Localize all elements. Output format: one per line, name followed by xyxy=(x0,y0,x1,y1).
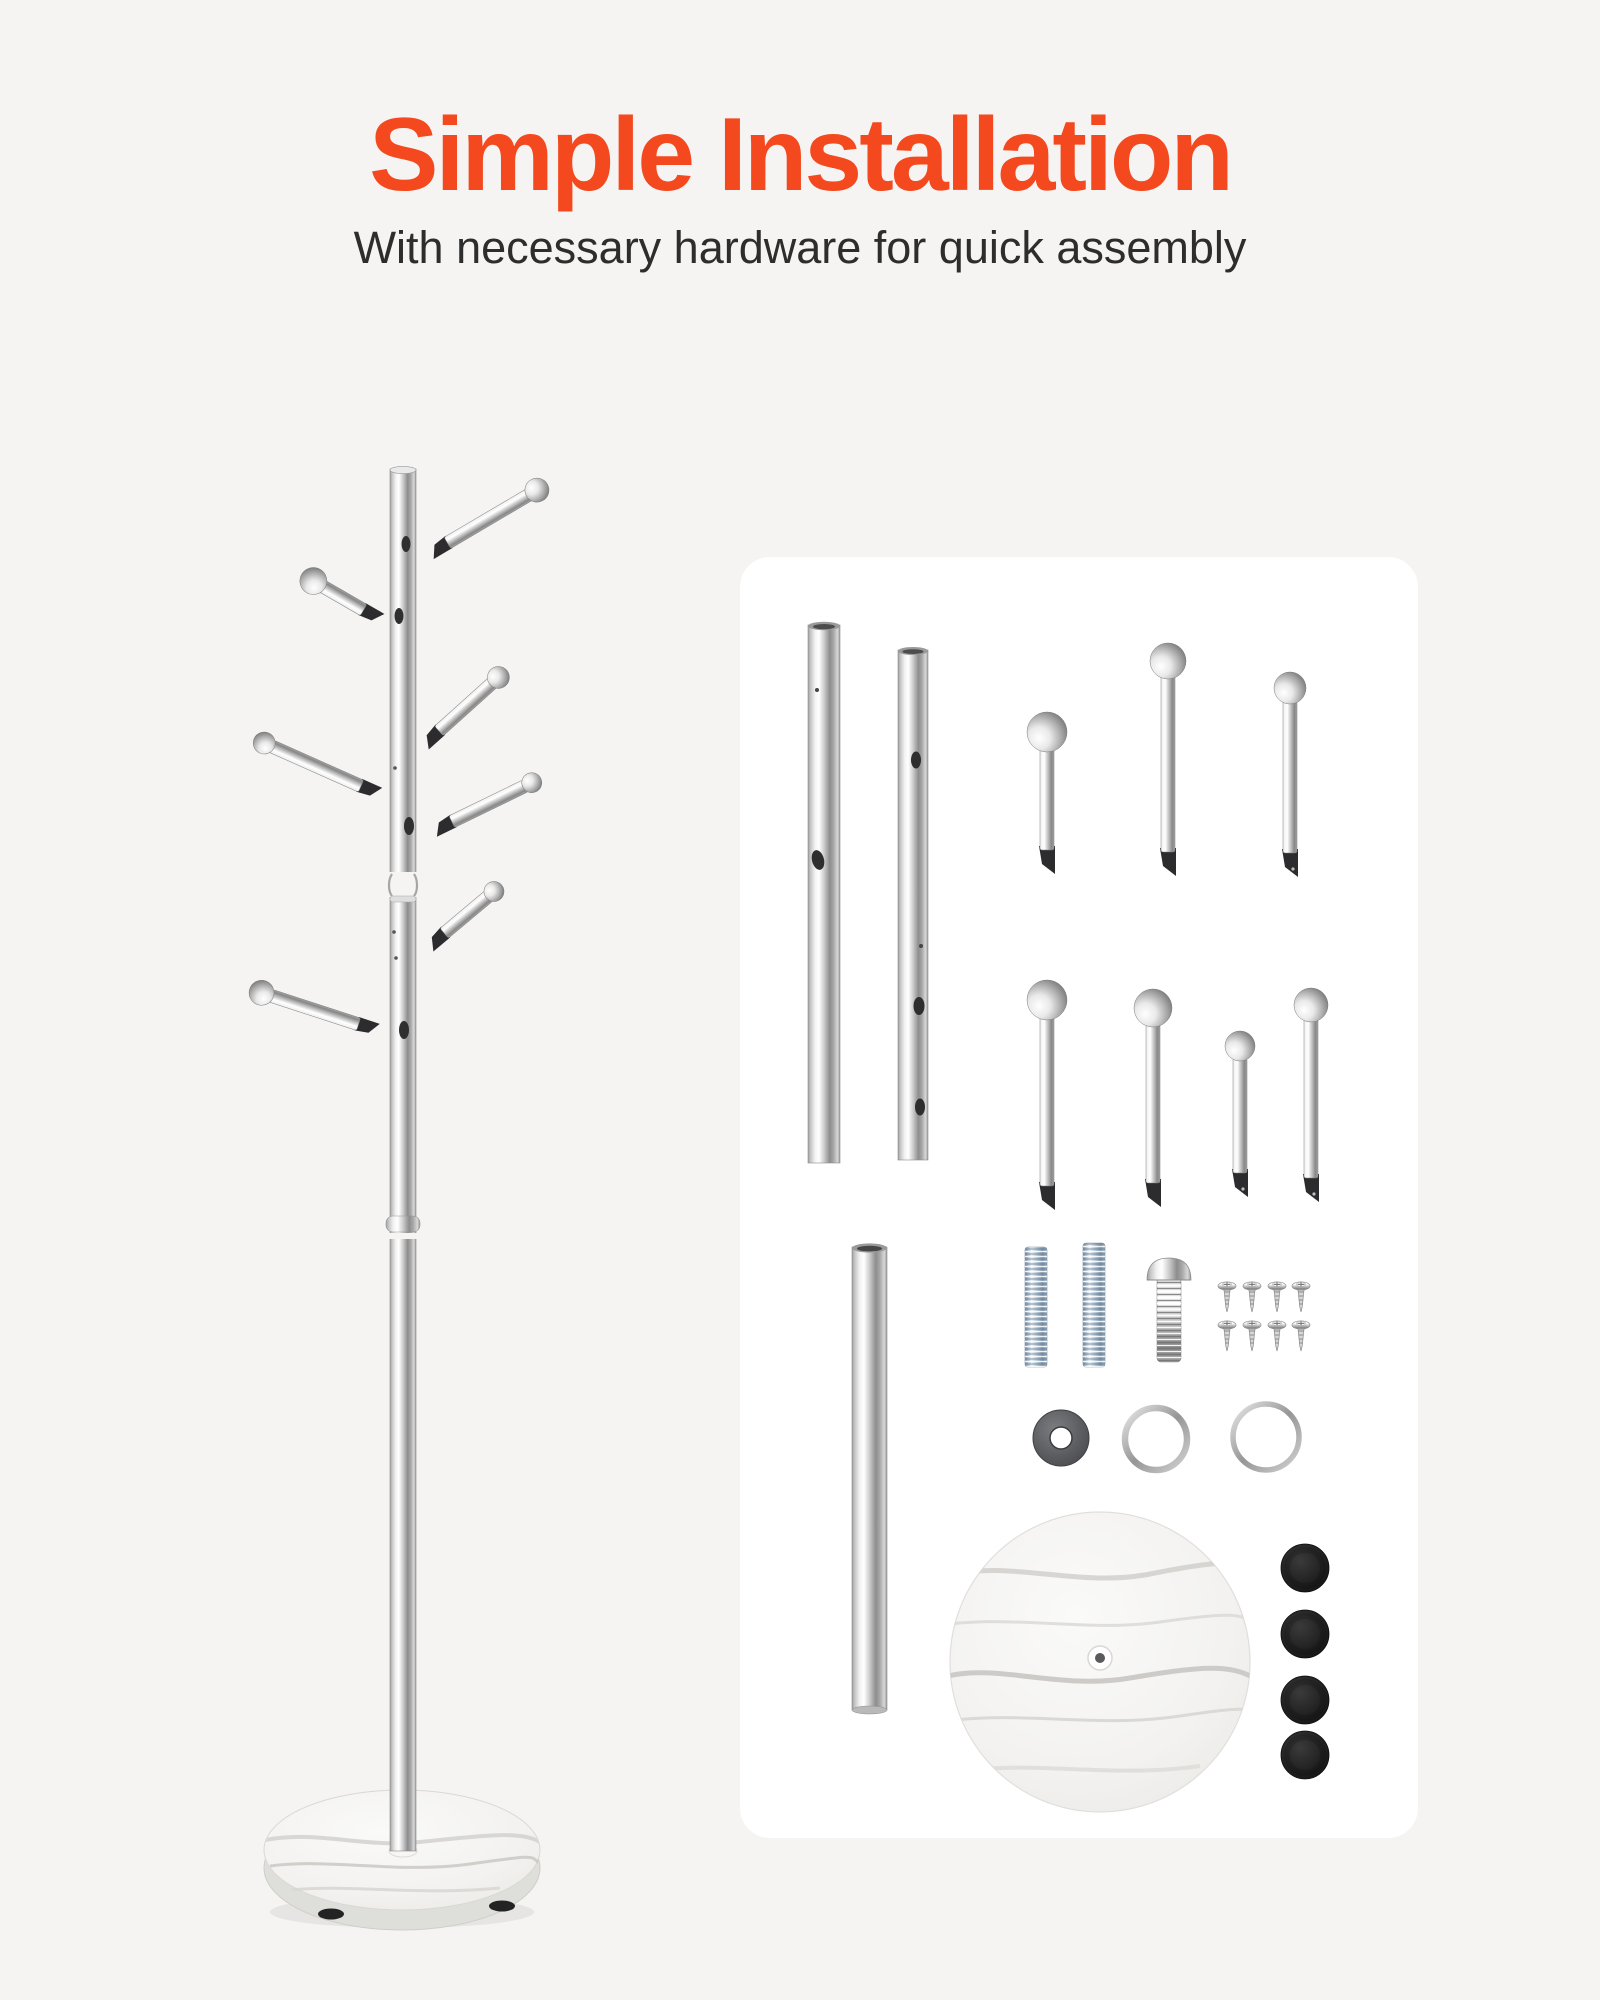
pole-hole xyxy=(404,817,414,835)
rack-pole xyxy=(385,466,421,1851)
pole-pinhole xyxy=(394,956,398,960)
disc-center-hole xyxy=(1095,1653,1105,1663)
pole-joint-upper xyxy=(385,872,421,902)
pole-pinhole xyxy=(392,930,396,934)
rack-hook-right-1 xyxy=(424,474,553,564)
pole-hole xyxy=(402,536,411,552)
rack-hook-right-2 xyxy=(417,662,514,753)
base-foot xyxy=(318,1909,344,1920)
pole-tube-1 xyxy=(808,622,840,1163)
rack-hook-left-1 xyxy=(295,563,388,632)
rack-hook-left-3 xyxy=(246,977,382,1042)
threaded-rod-1 xyxy=(1025,1247,1047,1367)
floor-pad xyxy=(1281,1544,1329,1592)
plain-pole-tube xyxy=(852,1243,887,1714)
pole-hole xyxy=(395,608,404,624)
floor-pad xyxy=(1281,1610,1329,1658)
rack-hook-left-2 xyxy=(250,728,384,804)
page-subtitle: With necessary hardware for quick assembly xyxy=(353,222,1247,273)
floor-pad xyxy=(1281,1676,1329,1724)
page-title: Simple Installation xyxy=(369,97,1231,213)
washer xyxy=(1033,1410,1089,1466)
pole-tube-2 xyxy=(898,647,928,1160)
rack-hook-right-4 xyxy=(422,877,508,953)
pole-top-cap xyxy=(390,466,416,473)
floor-pad xyxy=(1281,1731,1329,1779)
base-foot xyxy=(489,1901,515,1912)
assembled-coat-rack xyxy=(246,466,554,1930)
threaded-rod-2 xyxy=(1083,1243,1105,1367)
pole-joint-lower xyxy=(386,1216,420,1239)
pole-pinhole xyxy=(393,766,397,770)
rack-hook-right-3 xyxy=(429,769,545,839)
parts-panel xyxy=(740,557,1418,1838)
pole-hole xyxy=(399,1021,409,1039)
